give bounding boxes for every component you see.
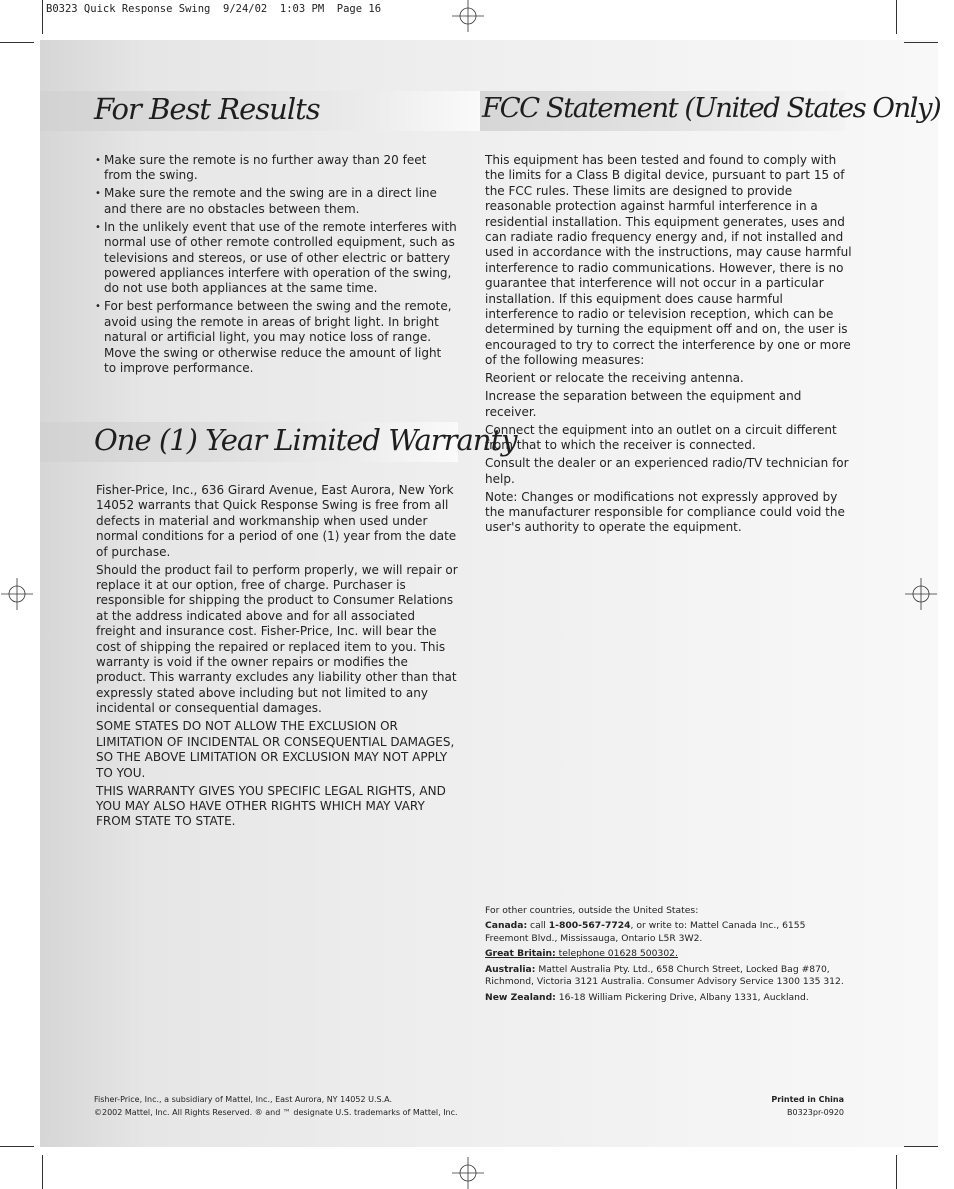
fcc-body bbox=[485, 153, 853, 538]
footer-right bbox=[700, 1094, 844, 1119]
contact-great-britain: Great Britain: telephone 01628 500302. bbox=[485, 948, 678, 960]
product-code: B0323pr-0920 bbox=[787, 1107, 844, 1117]
fcc-heading: FCC Statement (United States Only) bbox=[482, 92, 941, 124]
best-results-heading: For Best Results bbox=[94, 92, 320, 126]
canada-phone: 1-800-567-7724 bbox=[548, 920, 631, 932]
list-item: • In the unlikely event that use of the remote interferes with normal use of other remote controlled equipment, such as televisions and stereos, or use of other electric or battery powered appliances interfere with operation of the swing, do not use both appliances at the same time. bbox=[95, 220, 457, 297]
best-results-list bbox=[95, 153, 457, 379]
great-britain-label: Great Britain: bbox=[485, 948, 556, 960]
footer-company: Fisher-Price, Inc., a subsidiary of Mattel, Inc., East Aurora, NY 14052 U.S.A. bbox=[94, 1095, 392, 1104]
warranty-paragraph: Fisher-Price, Inc., 636 Girard Avenue, East Aurora, New York 14052 warrants that Quick Response Swing is free from all defects in material and workmanship when used under normal conditions for a period of one (1) year from the date of purchase. bbox=[96, 483, 457, 559]
footer-left bbox=[94, 1094, 514, 1119]
registration-mark-icon bbox=[452, 0, 484, 32]
contact-australia: Australia: Mattel Australia Pty. Ltd., 658 Church Street, Locked Bag #870, Richmond, Victoria 3121 Australia. Consumer Advisory Service 1300 135 312. bbox=[485, 963, 844, 988]
australia-label: Australia: bbox=[485, 963, 536, 975]
canada-label: Canada: bbox=[485, 920, 528, 932]
warranty-heading: One (1) Year Limited Warranty bbox=[94, 423, 517, 457]
contact-new-zealand: New Zealand: 16-18 William Pickering Drive, Albany 1331, Auckland. bbox=[485, 991, 809, 1003]
registration-mark-icon bbox=[1, 578, 33, 610]
fcc-measure: Increase the separation between the equipment and receiver. bbox=[485, 389, 802, 419]
contacts-intro: For other countries, outside the United States: bbox=[485, 905, 699, 916]
registration-mark-icon bbox=[452, 1157, 484, 1189]
list-item: • For best performance between the swing and the remote, avoid using the remote in areas of bright light. In bright natural or artificial light, you may notice loss of range. Move the swing or otherwise reduce the amount of light to improve performance. bbox=[95, 299, 457, 376]
crop-mark bbox=[42, 0, 43, 34]
printed-in-china: Printed in China bbox=[771, 1095, 844, 1104]
warranty-paragraph: Should the product fail to perform properly, we will repair or replace it at our option, free of charge. Purchaser is responsible for shipping the product to Consumer Relations at the address indicated above and for all associated freight and insurance cost. Fisher-Price, Inc. will bear the cost of shipping the repaired or replaced item to you. This warranty is void if the owner repairs or modifies the product. This warranty excludes any liability other than that expressly stated above including but not limited to any incidental or consequential damages. bbox=[96, 562, 458, 716]
crop-mark bbox=[896, 1155, 897, 1189]
fcc-note: Note: Changes or modifications not expressly approved by the manufacturer responsible for compliance could void the user's authority to operate the equipment. bbox=[485, 489, 845, 535]
crop-mark bbox=[904, 42, 938, 43]
fcc-measure: Reorient or relocate the receiving antenna. bbox=[485, 371, 744, 386]
footer-copyright: ©2002 Mattel, Inc. All Rights Reserved. ® and ™ designate U.S. trademarks of Mattel, Inc. bbox=[94, 1107, 458, 1117]
crop-mark bbox=[904, 1146, 938, 1147]
crop-mark bbox=[0, 1146, 34, 1147]
crop-mark bbox=[0, 42, 34, 43]
contact-canada: Canada: call 1-800-567-7724, or write to: Mattel Canada Inc., 6155 Freemont Blvd., Mississauga, Ontario L5R 3W2. bbox=[485, 920, 806, 944]
registration-mark-icon bbox=[905, 578, 937, 610]
fcc-paragraph: This equipment has been tested and found to comply with the limits for a Class B digital device, pursuant to part 15 of the FCC rules. These limits are designed to provide reasonable protection against harmful interference in a residential installation. This equipment generates, uses and can radiate radio frequency energy and, if not installed and used in accordance with the instructions, may cause harmful interference to radio communications. However, there is no guarantee that interference will not occur in a particular installation. If this equipment does cause harmful interference to radio or television reception, which can be determined by turning the equipment off and on, the user is encouraged to try to correct the interference by one or more of the following measures: bbox=[485, 153, 852, 368]
print-slug-line: B0323 Quick Response Swing 9/24/02 1:03 PM Page 16 bbox=[46, 3, 382, 15]
new-zealand-label: New Zealand: bbox=[485, 991, 556, 1003]
crop-mark bbox=[896, 0, 897, 34]
international-contacts bbox=[485, 905, 847, 1007]
list-item: • Make sure the remote is no further away than 20 feet from the swing. bbox=[95, 153, 457, 184]
fcc-measure: Connect the equipment into an outlet on a circuit different from that to which the receiver is connected. bbox=[485, 422, 837, 453]
warranty-paragraph: SOME STATES DO NOT ALLOW THE EXCLUSION OR LIMITATION OF INCIDENTAL OR CONSEQUENTIAL DAMAGES, SO THE ABOVE LIMITATION OR EXCLUSION MAY NOT APPLY TO YOU. bbox=[96, 719, 455, 780]
list-item: • Make sure the remote and the swing are in a direct line and there are no obstacles between them. bbox=[95, 186, 457, 217]
crop-mark bbox=[42, 1155, 43, 1189]
fcc-measure: Consult the dealer or an experienced radio/TV technician for help. bbox=[485, 456, 849, 486]
warranty-body bbox=[96, 483, 458, 832]
warranty-paragraph: THIS WARRANTY GIVES YOU SPECIFIC LEGAL RIGHTS, AND YOU MAY ALSO HAVE OTHER RIGHTS WHICH MAY VARY FROM STATE TO STATE. bbox=[96, 783, 446, 829]
